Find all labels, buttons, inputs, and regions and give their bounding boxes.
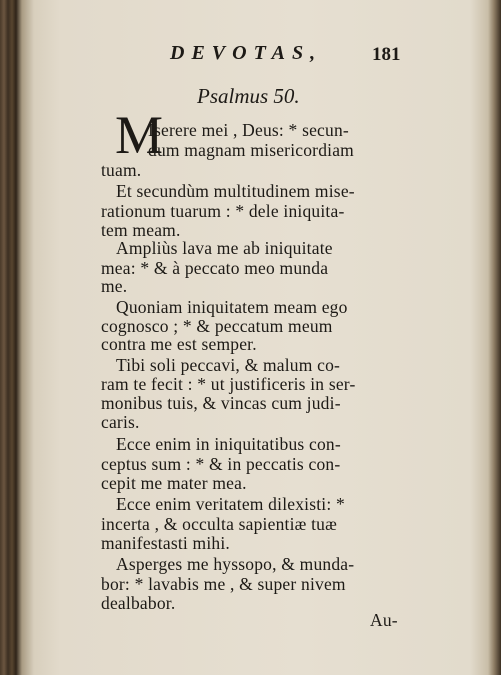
text-line: Asperges me hyssopo, & munda- [116,554,355,574]
text-line: dum magnam misericordiam [148,140,354,160]
text-line: contra me est semper. [101,334,257,354]
text-line: cepit me mater mea. [101,473,247,493]
running-header: DEVOTAS, [170,42,323,64]
text-line: bor: * lavabis me , & super nivem [101,574,346,594]
text-line: tuam. [101,160,142,180]
text-line: Ecce enim in iniquitatibus con- [116,434,341,454]
text-line: rationum tuarum : * dele iniquita- [101,201,345,221]
text-line: me. [101,276,128,296]
text-line: Ecce enim veritatem dilexisti: * [116,494,345,514]
text-line: dealbabor. [101,593,176,613]
text-line: ceptus sum : * & in peccatis con- [101,454,341,474]
text-line: Quoniam iniquitatem meam ego [116,297,348,317]
text-line: Ampliùs lava me ab iniquitate [116,238,333,258]
drop-cap: M [115,105,164,165]
catchword: Au- [370,610,398,630]
text-line: tem meam. [101,220,181,240]
text-line: incerta , & occulta sapientiæ tuæ [101,514,337,534]
book-page [20,0,492,675]
psalm-title: Psalmus 50. [197,84,300,108]
text-line: monibus tuis, & vincas cum judi- [101,393,341,413]
text-line: Et secundùm multitudinem mise- [116,181,355,201]
text-line: cognosco ; * & peccatum meum [101,316,333,336]
text-line: manifestasti mihi. [101,533,230,553]
text-line: Tibi soli peccavi, & malum co- [116,355,341,375]
text-line: Iserere mei , Deus: * secun- [148,120,349,140]
text-line: mea: * & à peccato meo munda [101,258,329,278]
page-number: 181 [372,44,401,65]
text-line: caris. [101,412,140,432]
text-line: ram te fecit : * ut justificeris in ser- [101,374,356,394]
